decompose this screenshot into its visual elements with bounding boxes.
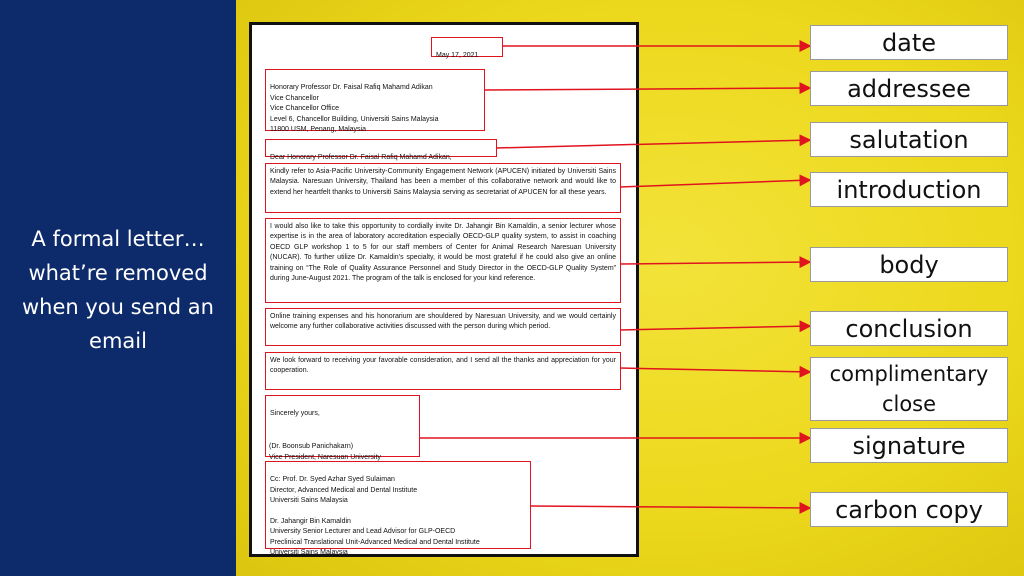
label-complimentary-close-text: complimentary close	[829, 362, 989, 416]
letter-conclusion-text: Online training expenses and his honorarium are shouldered by Naresuan University, and we would certainly welcome any further collaborative activities discussed with the person during which period.	[270, 313, 616, 331]
label-salutation-text: salutation	[849, 125, 969, 154]
letter-introduction	[265, 163, 621, 213]
label-complimentary-close	[810, 357, 1008, 421]
letter-conclusion	[265, 308, 621, 346]
slide-caption: A formal letter… what’re removed when you send an email	[21, 227, 214, 353]
label-body	[810, 247, 1008, 282]
label-signature-text: signature	[852, 431, 966, 460]
label-introduction-text: introduction	[836, 175, 982, 204]
label-introduction	[810, 172, 1008, 207]
letter-salutation	[265, 139, 497, 162]
label-date-text: date	[881, 28, 937, 57]
label-conclusion-text: conclusion	[845, 314, 973, 343]
label-salutation	[810, 122, 1008, 157]
letter-body	[265, 218, 621, 303]
letter-date	[431, 37, 503, 60]
letter-close-text: Sincerely yours,	[270, 410, 320, 418]
label-body-text: body	[879, 250, 939, 279]
letter-closing-paragraph	[265, 352, 621, 390]
letter-body-text: I would also like to take this opportunity to cordially invite Dr. Jahangir Bin Kamaldin, a senior lecturer whose expertise is in the area of laboratory accreditation especially OECD-GLP quality system, to assist in coaching OECD GLP workshop 1 to 5 for our staff members of Center for Animal Research Naresuan University (NUCAR). To further utilize Dr. Kamaldin’s specialty, it would be most grateful if he could also give an online training on “The Role of Quality Assurance Personnel and Study Director in the OECD-GLP Quality System” during June-August 2021. The program of the talk is enclosed for your kind reference.	[270, 223, 616, 283]
label-addressee-text: addressee	[847, 74, 971, 103]
letter-salutation-text: Dear Honorary Professor Dr. Faisal Rafiq Mahamd Adikan,	[270, 154, 452, 162]
letter-introduction-text: Kindly refer to Asia-Pacific University-Community Engagement Network (APUCEN) initiated by Universiti Sains Malaysia. Naresuan University, Thailand has been a member of this collaborative network and would like to extend her heartfelt thanks to Universiti Sains Malaysia serving as secretariat of APUCEN for all these years.	[270, 168, 616, 196]
label-signature	[810, 428, 1008, 463]
label-carbon-copy-text: carbon copy	[835, 495, 983, 524]
letter-closing-text: We look forward to receiving your favorable consideration, and I send all the thanks and appreciation for your cooperation.	[270, 357, 616, 375]
left-panel	[0, 0, 236, 576]
letter-page	[249, 22, 639, 557]
letter-carbon-copy	[265, 461, 531, 557]
letter-addressee-text: Honorary Professor Dr. Faisal Rafiq Mahamd Adikan Vice Chancellor Vice Chancellor Office Level 6, Chancellor Building, Universiti Sains Malaysia 11800 USM, Penang, Malaysia	[270, 84, 439, 134]
label-date	[810, 25, 1008, 60]
letter-date-text: May 17, 2021	[436, 52, 479, 60]
letter-signature	[265, 429, 420, 461]
letter-cc-text: Cc: Prof. Dr. Syed Azhar Syed Sulaiman Director, Advanced Medical and Dental Institute Universiti Sains Malaysia Dr. Jahangir Bin Kamaldin University Senior Lecturer and Lead Advisor for GLP-OECD Preclinical Translational Unit-Advanced Medical and Dental Institute Universiti Sains Malaysia	[270, 476, 480, 557]
label-carbon-copy	[810, 492, 1008, 527]
letter-signature-text: (Dr. Boonsub Panichakarn) Vice President, Naresuan University	[269, 443, 381, 461]
label-conclusion	[810, 311, 1008, 346]
label-addressee	[810, 71, 1008, 106]
letter-addressee	[265, 69, 485, 134]
